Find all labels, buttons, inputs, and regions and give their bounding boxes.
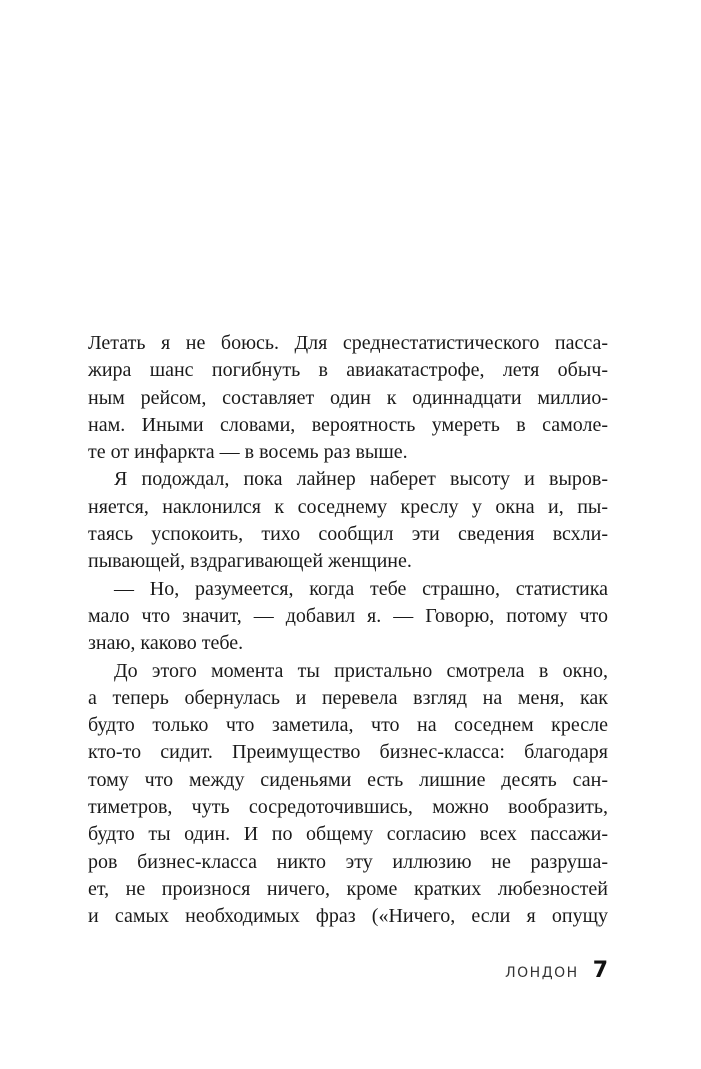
text-line: таясь успокоить, тихо сообщил эти сведения всхли-	[88, 523, 608, 546]
text-line: До этого момента ты пристально смотрела в окно,	[114, 659, 608, 682]
running-head: ЛОНДОН	[505, 965, 579, 981]
text-line: Летать я не боюсь. Для среднестатистического пасса-	[88, 332, 608, 354]
text-line: будто только что заметила, что на соседнем кресле	[88, 714, 608, 737]
text-line: пывающей, вздрагивающей женщине.	[88, 550, 412, 573]
text-line: знаю, каково тебе.	[88, 632, 244, 655]
text-line: кто-то сидит. Преимущество бизнес-класса: благодаря	[88, 741, 608, 764]
text-line: будто ты один. И по общему согласию всех пассажи-	[88, 823, 608, 846]
text-line: тиметров, чуть сосредоточившись, можно вообразить,	[88, 796, 608, 819]
text-line: жира шанс погибнуть в авиакатастрофе, летя обыч-	[88, 359, 608, 382]
text-line: и самых необходимых фраз («Ничего, если я опущу	[88, 905, 608, 928]
text-line: Я подождал, пока лайнер наберет высоту и выров-	[114, 468, 608, 491]
text-line: — Но, разумеется, когда тебе страшно, статистика	[114, 577, 608, 600]
text-line: а теперь обернулась и перевела взгляд на меня, как	[88, 686, 608, 709]
page-footer	[505, 958, 608, 983]
text-line: мало что значит, — добавил я. — Говорю, потому что	[88, 604, 608, 627]
text-line: тому что между сиденьями есть лишние десять сан-	[88, 768, 608, 791]
text-line: ров бизнес-класса никто эту иллюзию не разруша-	[88, 850, 608, 873]
body-text	[88, 330, 608, 931]
text-line: ет, не произнося ничего, кроме кратких любезностей	[88, 877, 608, 900]
text-line: те от инфаркта — в восемь раз выше.	[88, 441, 408, 464]
text-line: няется, наклонился к соседнему креслу у окна и, пы-	[88, 495, 608, 518]
page-number: 7	[592, 958, 608, 983]
text-line: ным рейсом, составляет один к одиннадцати миллио-	[88, 386, 608, 409]
text-line: нам. Иными словами, вероятность умереть в самоле-	[88, 413, 608, 436]
